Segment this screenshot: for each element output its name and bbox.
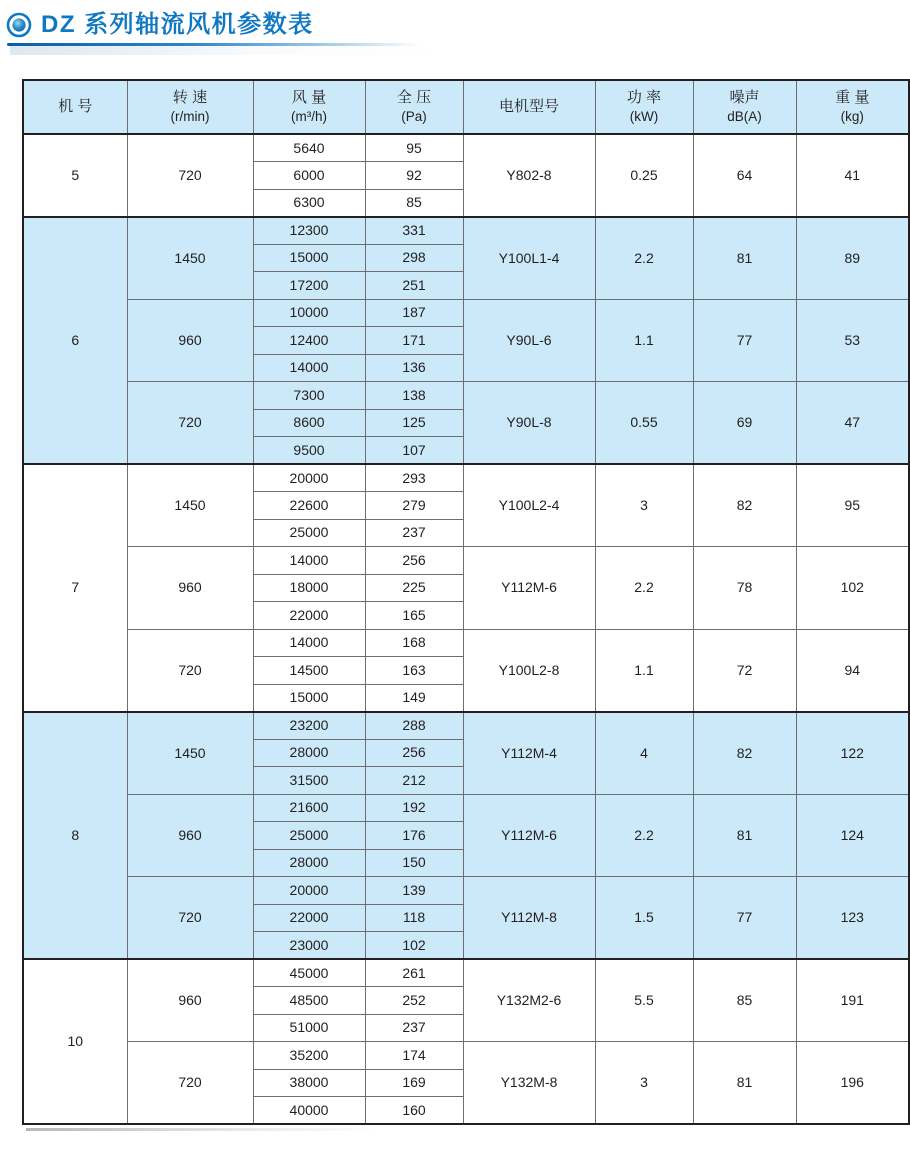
airflow-cell: 20000 (253, 877, 365, 905)
weight-cell: 124 (796, 794, 909, 877)
pressure-cell: 279 (365, 492, 463, 520)
pressure-cell: 252 (365, 987, 463, 1015)
weight-cell: 196 (796, 1042, 909, 1125)
rpm-cell: 1450 (127, 217, 253, 300)
weight-cell: 95 (796, 464, 909, 547)
column-header: 重 量 (kg) (796, 80, 909, 134)
title-underline-shadow (10, 46, 440, 55)
table-row (23, 1042, 909, 1070)
power-cell: 0.55 (595, 382, 693, 465)
weight-cell: 53 (796, 299, 909, 382)
motor-model-cell: Y100L2-8 (463, 629, 595, 712)
airflow-cell: 14000 (253, 354, 365, 382)
airflow-cell: 48500 (253, 987, 365, 1015)
pressure-cell: 293 (365, 464, 463, 492)
rpm-cell: 960 (127, 959, 253, 1042)
airflow-cell: 35200 (253, 1042, 365, 1070)
rpm-cell: 720 (127, 1042, 253, 1125)
pressure-cell: 163 (365, 657, 463, 685)
pressure-cell: 251 (365, 272, 463, 300)
motor-model-cell: Y112M-4 (463, 712, 595, 795)
model-cell: 7 (23, 464, 127, 712)
airflow-cell: 18000 (253, 574, 365, 602)
power-cell: 1.1 (595, 299, 693, 382)
pressure-cell: 168 (365, 629, 463, 657)
weight-cell: 47 (796, 382, 909, 465)
pressure-cell: 261 (365, 959, 463, 987)
airflow-cell: 28000 (253, 849, 365, 877)
column-header-unit: (kW) (629, 109, 659, 125)
airflow-cell: 8600 (253, 409, 365, 437)
noise-cell: 82 (693, 712, 796, 795)
page-header (0, 0, 910, 55)
weight-cell: 89 (796, 217, 909, 300)
weight-cell: 122 (796, 712, 909, 795)
column-header: 电机型号 (463, 80, 595, 134)
pressure-cell: 118 (365, 904, 463, 932)
pressure-cell: 150 (365, 849, 463, 877)
noise-cell: 69 (693, 382, 796, 465)
pressure-cell: 138 (365, 382, 463, 410)
rpm-cell: 960 (127, 299, 253, 382)
airflow-cell: 15000 (253, 684, 365, 712)
airflow-cell: 31500 (253, 767, 365, 795)
motor-model-cell: Y90L-6 (463, 299, 595, 382)
pressure-cell: 212 (365, 767, 463, 795)
power-cell: 2.2 (595, 547, 693, 630)
power-cell: 1.1 (595, 629, 693, 712)
column-header: 全 压 (Pa) (365, 80, 463, 134)
noise-cell: 78 (693, 547, 796, 630)
airflow-cell: 12300 (253, 217, 365, 245)
column-header: 功 率 (kW) (595, 80, 693, 134)
column-header-unit: dB(A) (727, 109, 762, 125)
pressure-cell: 139 (365, 877, 463, 905)
airflow-cell: 28000 (253, 739, 365, 767)
rpm-cell: 720 (127, 382, 253, 465)
rpm-cell: 1450 (127, 464, 253, 547)
airflow-cell: 20000 (253, 464, 365, 492)
noise-cell: 77 (693, 299, 796, 382)
airflow-cell: 17200 (253, 272, 365, 300)
airflow-cell: 10000 (253, 299, 365, 327)
bullseye-icon (6, 12, 32, 38)
airflow-cell: 25000 (253, 519, 365, 547)
rpm-cell: 720 (127, 134, 253, 217)
motor-model-cell: Y112M-6 (463, 547, 595, 630)
pressure-cell: 176 (365, 822, 463, 850)
airflow-cell: 5640 (253, 134, 365, 162)
pressure-cell: 169 (365, 1069, 463, 1097)
pressure-cell: 174 (365, 1042, 463, 1070)
pressure-cell: 85 (365, 189, 463, 217)
power-cell: 2.2 (595, 217, 693, 300)
table-row (23, 464, 909, 492)
rpm-cell: 720 (127, 877, 253, 960)
pressure-cell: 331 (365, 217, 463, 245)
rpm-cell: 960 (127, 794, 253, 877)
motor-model-cell: Y100L1-4 (463, 217, 595, 300)
airflow-cell: 12400 (253, 327, 365, 355)
motor-model-cell: Y132M2-6 (463, 959, 595, 1042)
airflow-cell: 22000 (253, 602, 365, 630)
pressure-cell: 225 (365, 574, 463, 602)
table-row (23, 382, 909, 410)
pressure-cell: 237 (365, 1014, 463, 1042)
pressure-cell: 237 (365, 519, 463, 547)
column-header: 转 速 (r/min) (127, 80, 253, 134)
motor-model-cell: Y802-8 (463, 134, 595, 217)
table-body (23, 134, 909, 1124)
airflow-cell: 15000 (253, 244, 365, 272)
motor-model-cell: Y112M-6 (463, 794, 595, 877)
pressure-cell: 136 (365, 354, 463, 382)
noise-cell: 77 (693, 877, 796, 960)
table-row (23, 794, 909, 822)
power-cell: 3 (595, 1042, 693, 1125)
table-row (23, 959, 909, 987)
motor-model-cell: Y100L2-4 (463, 464, 595, 547)
table-row (23, 299, 909, 327)
table-row (23, 712, 909, 740)
model-cell: 6 (23, 217, 127, 465)
airflow-cell: 45000 (253, 959, 365, 987)
airflow-cell: 6000 (253, 162, 365, 190)
pressure-cell: 92 (365, 162, 463, 190)
pressure-cell: 288 (365, 712, 463, 740)
table-row (23, 134, 909, 162)
motor-model-cell: Y132M-8 (463, 1042, 595, 1125)
model-cell: 8 (23, 712, 127, 960)
weight-cell: 191 (796, 959, 909, 1042)
airflow-cell: 40000 (253, 1097, 365, 1125)
pressure-cell: 95 (365, 134, 463, 162)
table-shadow (26, 1128, 378, 1131)
power-cell: 5.5 (595, 959, 693, 1042)
table-row (23, 217, 909, 245)
table-row (23, 547, 909, 575)
airflow-cell: 23000 (253, 932, 365, 960)
pressure-cell: 165 (365, 602, 463, 630)
noise-cell: 81 (693, 217, 796, 300)
column-header: 风 量 (m³/h) (253, 80, 365, 134)
motor-model-cell: Y90L-8 (463, 382, 595, 465)
pressure-cell: 102 (365, 932, 463, 960)
airflow-cell: 14500 (253, 657, 365, 685)
header-row (23, 80, 909, 134)
pressure-cell: 107 (365, 437, 463, 465)
airflow-cell: 7300 (253, 382, 365, 410)
pressure-cell: 256 (365, 739, 463, 767)
column-header-unit: (m³/h) (291, 109, 327, 125)
airflow-cell: 51000 (253, 1014, 365, 1042)
pressure-cell: 187 (365, 299, 463, 327)
noise-cell: 72 (693, 629, 796, 712)
rpm-cell: 1450 (127, 712, 253, 795)
noise-cell: 64 (693, 134, 796, 217)
power-cell: 1.5 (595, 877, 693, 960)
column-header-unit: (r/min) (170, 109, 210, 125)
airflow-cell: 14000 (253, 547, 365, 575)
column-header: 噪声 dB(A) (693, 80, 796, 134)
pressure-cell: 171 (365, 327, 463, 355)
weight-cell: 41 (796, 134, 909, 217)
power-cell: 0.25 (595, 134, 693, 217)
weight-cell: 123 (796, 877, 909, 960)
pressure-cell: 298 (365, 244, 463, 272)
pressure-cell: 149 (365, 684, 463, 712)
airflow-cell: 14000 (253, 629, 365, 657)
airflow-cell: 22600 (253, 492, 365, 520)
noise-cell: 81 (693, 794, 796, 877)
column-header-unit: (Pa) (401, 109, 427, 125)
pressure-cell: 192 (365, 794, 463, 822)
airflow-cell: 9500 (253, 437, 365, 465)
rpm-cell: 960 (127, 547, 253, 630)
weight-cell: 94 (796, 629, 909, 712)
motor-model-cell: Y112M-8 (463, 877, 595, 960)
power-cell: 2.2 (595, 794, 693, 877)
fan-parameters-table (22, 79, 910, 1125)
table-header (23, 80, 909, 134)
pressure-cell: 125 (365, 409, 463, 437)
pressure-cell: 256 (365, 547, 463, 575)
table-row (23, 629, 909, 657)
weight-cell: 102 (796, 547, 909, 630)
airflow-cell: 6300 (253, 189, 365, 217)
column-header-unit: (kg) (840, 109, 864, 125)
noise-cell: 82 (693, 464, 796, 547)
column-header: 机 号 (23, 80, 127, 134)
airflow-cell: 21600 (253, 794, 365, 822)
table-row (23, 877, 909, 905)
model-cell: 10 (23, 959, 127, 1124)
power-cell: 4 (595, 712, 693, 795)
model-cell: 5 (23, 134, 127, 217)
airflow-cell: 22000 (253, 904, 365, 932)
power-cell: 3 (595, 464, 693, 547)
airflow-cell: 23200 (253, 712, 365, 740)
airflow-cell: 38000 (253, 1069, 365, 1097)
airflow-cell: 25000 (253, 822, 365, 850)
rpm-cell: 720 (127, 629, 253, 712)
page-title: DZ 系列轴流风机参数表 (41, 11, 314, 38)
pressure-cell: 160 (365, 1097, 463, 1125)
noise-cell: 81 (693, 1042, 796, 1125)
noise-cell: 85 (693, 959, 796, 1042)
